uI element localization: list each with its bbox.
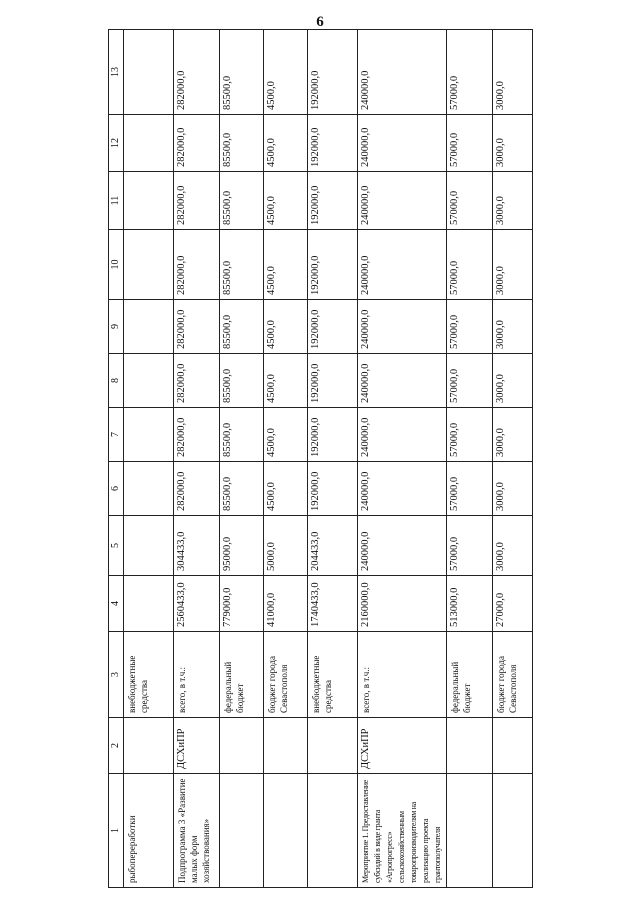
funding-source-cell: всего, в т.ч.: bbox=[358, 632, 447, 718]
budget-table bbox=[108, 29, 533, 888]
value-cell: 3000,0 bbox=[493, 172, 533, 230]
table-row bbox=[220, 30, 264, 888]
program-name-cell bbox=[220, 774, 264, 888]
value-cell: 57000,0 bbox=[447, 230, 493, 300]
program-name-cell bbox=[264, 774, 308, 888]
value-cell: 282000,0 bbox=[174, 30, 220, 115]
value-cell: 57000,0 bbox=[447, 172, 493, 230]
value-cell: 3000,0 bbox=[493, 300, 533, 354]
executor-cell: ДСХиПР bbox=[358, 718, 447, 774]
value-cell: 4500,0 bbox=[264, 172, 308, 230]
funding-source-cell: федеральный бюджет bbox=[220, 632, 264, 718]
value-cell: 5000,0 bbox=[264, 516, 308, 576]
value-cell: 282000,0 bbox=[174, 354, 220, 408]
header-cell: 3 bbox=[109, 632, 124, 718]
value-cell: 3000,0 bbox=[493, 30, 533, 115]
program-name-cell bbox=[493, 774, 533, 888]
program-name-cell: Подпрограмма 3 «Развитие малых форм хозяйствования» bbox=[174, 774, 220, 888]
value-cell: 3000,0 bbox=[493, 115, 533, 172]
value-cell: 513000,0 bbox=[447, 576, 493, 632]
table-row bbox=[264, 30, 308, 888]
value-cell: 85500,0 bbox=[220, 172, 264, 230]
value-cell: 779000,0 bbox=[220, 576, 264, 632]
value-cell: 192000,0 bbox=[308, 300, 358, 354]
value-cell: 3000,0 bbox=[493, 462, 533, 516]
header-cell: 5 bbox=[109, 516, 124, 576]
value-cell bbox=[124, 30, 174, 115]
value-cell: 57000,0 bbox=[447, 354, 493, 408]
value-cell: 57000,0 bbox=[447, 408, 493, 462]
value-cell: 57000,0 bbox=[447, 462, 493, 516]
value-cell: 240000,0 bbox=[358, 462, 447, 516]
value-cell: 192000,0 bbox=[308, 30, 358, 115]
value-cell: 192000,0 bbox=[308, 230, 358, 300]
value-cell: 85500,0 bbox=[220, 30, 264, 115]
value-cell: 3000,0 bbox=[493, 516, 533, 576]
value-cell: 192000,0 bbox=[308, 172, 358, 230]
table-row bbox=[124, 30, 174, 888]
funding-source-cell: бюджет города Севастополя bbox=[264, 632, 308, 718]
value-cell: 4500,0 bbox=[264, 300, 308, 354]
executor-cell: ДСХиПР bbox=[174, 718, 220, 774]
value-cell: 240000,0 bbox=[358, 408, 447, 462]
page-number: 6 bbox=[316, 14, 324, 30]
value-cell: 240000,0 bbox=[358, 172, 447, 230]
table-row bbox=[308, 30, 358, 888]
table-row bbox=[493, 30, 533, 888]
rotated-table-container bbox=[108, 30, 585, 888]
value-cell: 85500,0 bbox=[220, 300, 264, 354]
table-row bbox=[174, 30, 220, 888]
funding-source-cell: внебюджетные средства bbox=[124, 632, 174, 718]
header-cell: 12 bbox=[109, 115, 124, 172]
value-cell: 4500,0 bbox=[264, 408, 308, 462]
value-cell: 282000,0 bbox=[174, 115, 220, 172]
value-cell: 57000,0 bbox=[447, 30, 493, 115]
value-cell: 282000,0 bbox=[174, 230, 220, 300]
value-cell: 4500,0 bbox=[264, 462, 308, 516]
value-cell: 85500,0 bbox=[220, 408, 264, 462]
header-cell: 8 bbox=[109, 354, 124, 408]
executor-cell bbox=[308, 718, 358, 774]
value-cell bbox=[124, 172, 174, 230]
value-cell: 3000,0 bbox=[493, 230, 533, 300]
value-cell: 240000,0 bbox=[358, 300, 447, 354]
executor-cell bbox=[220, 718, 264, 774]
header-cell: 13 bbox=[109, 30, 124, 115]
value-cell bbox=[124, 354, 174, 408]
value-cell: 3000,0 bbox=[493, 408, 533, 462]
value-cell: 282000,0 bbox=[174, 172, 220, 230]
funding-source-cell: внебюджетные средства bbox=[308, 632, 358, 718]
value-cell: 240000,0 bbox=[358, 230, 447, 300]
value-cell: 204433,0 bbox=[308, 516, 358, 576]
funding-source-cell: бюджет города Севастополя bbox=[493, 632, 533, 718]
header-cell: 7 bbox=[109, 408, 124, 462]
value-cell: 304433,0 bbox=[174, 516, 220, 576]
value-cell: 57000,0 bbox=[447, 516, 493, 576]
value-cell: 85500,0 bbox=[220, 115, 264, 172]
value-cell: 282000,0 bbox=[174, 408, 220, 462]
value-cell: 27000,0 bbox=[493, 576, 533, 632]
table-row bbox=[358, 30, 447, 888]
value-cell: 192000,0 bbox=[308, 354, 358, 408]
value-cell: 85500,0 bbox=[220, 230, 264, 300]
value-cell: 41000,0 bbox=[264, 576, 308, 632]
header-cell: 10 bbox=[109, 230, 124, 300]
value-cell: 2160000,0 bbox=[358, 576, 447, 632]
program-name-cell bbox=[447, 774, 493, 888]
executor-cell bbox=[493, 718, 533, 774]
value-cell bbox=[124, 230, 174, 300]
value-cell: 192000,0 bbox=[308, 462, 358, 516]
header-row bbox=[109, 30, 124, 888]
header-cell: 11 bbox=[109, 172, 124, 230]
value-cell: 57000,0 bbox=[447, 300, 493, 354]
value-cell: 282000,0 bbox=[174, 300, 220, 354]
value-cell: 4500,0 bbox=[264, 354, 308, 408]
value-cell bbox=[124, 408, 174, 462]
value-cell: 240000,0 bbox=[358, 30, 447, 115]
value-cell: 240000,0 bbox=[358, 516, 447, 576]
executor-cell bbox=[447, 718, 493, 774]
value-cell bbox=[124, 462, 174, 516]
executor-cell bbox=[264, 718, 308, 774]
value-cell bbox=[124, 115, 174, 172]
value-cell: 240000,0 bbox=[358, 354, 447, 408]
value-cell bbox=[124, 300, 174, 354]
value-cell bbox=[124, 516, 174, 576]
value-cell: 4500,0 bbox=[264, 230, 308, 300]
value-cell: 282000,0 bbox=[174, 462, 220, 516]
program-name-cell: рыбопереработки bbox=[124, 774, 174, 888]
value-cell: 85500,0 bbox=[220, 354, 264, 408]
value-cell bbox=[124, 576, 174, 632]
value-cell: 192000,0 bbox=[308, 408, 358, 462]
header-cell: 1 bbox=[109, 774, 124, 888]
table-row bbox=[447, 30, 493, 888]
value-cell: 95000,0 bbox=[220, 516, 264, 576]
program-name-cell bbox=[308, 774, 358, 888]
value-cell: 57000,0 bbox=[447, 115, 493, 172]
program-name-cell: Мероприятие 1. Предоставление субсидий в виде гранта «Агропрогресс» сельскохозяйственным товаропроизводителям на реализацию проекта грантополучателя bbox=[358, 774, 447, 888]
value-cell: 2560433,0 bbox=[174, 576, 220, 632]
funding-source-cell: федеральный бюджет bbox=[447, 632, 493, 718]
header-cell: 6 bbox=[109, 462, 124, 516]
executor-cell bbox=[124, 718, 174, 774]
value-cell: 1740433,0 bbox=[308, 576, 358, 632]
value-cell: 4500,0 bbox=[264, 30, 308, 115]
header-cell: 4 bbox=[109, 576, 124, 632]
header-cell: 9 bbox=[109, 300, 124, 354]
value-cell: 240000,0 bbox=[358, 115, 447, 172]
header-cell: 2 bbox=[109, 718, 124, 774]
value-cell: 4500,0 bbox=[264, 115, 308, 172]
funding-source-cell: всего, в т.ч.: bbox=[174, 632, 220, 718]
value-cell: 3000,0 bbox=[493, 354, 533, 408]
value-cell: 192000,0 bbox=[308, 115, 358, 172]
value-cell: 85500,0 bbox=[220, 462, 264, 516]
